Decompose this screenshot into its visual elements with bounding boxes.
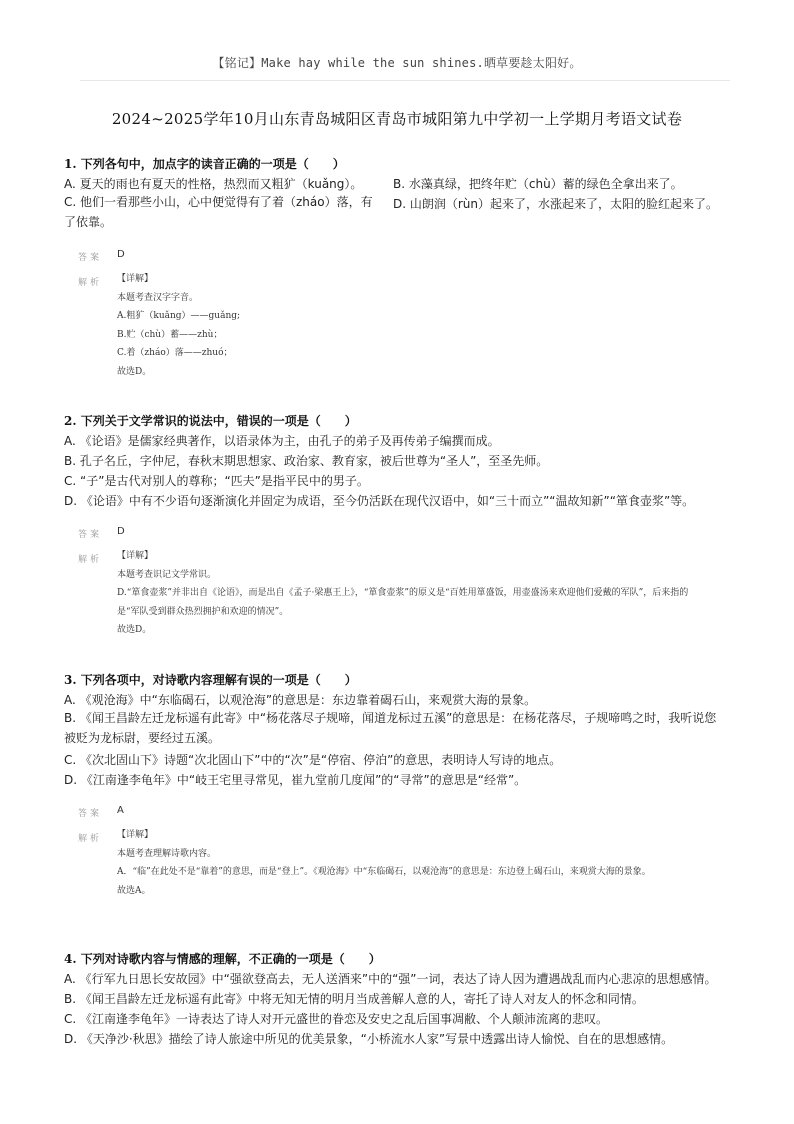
explanation-line: C.着（zháo）落——zhuó； [117,348,233,358]
question-2-option-c: C. “子”是古代对别人的尊称；“匹夫”是指平民中的男子。 [64,474,369,488]
question-3-stem: 3. 下列各项中，对诗歌内容理解有误的一项是（ ） [64,673,357,687]
question-3-option-c: C. 《次北固山下》诗题“次北固山下”中的“次”是“停宿、停泊”的意思，表明诗人写诗的地点。 [64,753,562,767]
explanation-line: 本题考查汉字字音。 [117,292,199,303]
motto-header: 【铭记】Make hay while the sun shines.晒草要趁太阳好。 [212,56,582,70]
explanation-line: B.贮（chù）蓄——zhù； [117,329,223,340]
question-2-stem: 2. 下列关于文学常识的说法中，错误的一项是（ ） [64,414,357,428]
question-1-explanation [117,270,240,381]
question-1-option-b: B. 水藻真绿，把终年贮（chù）蓄的绿色全拿出来了。 [393,177,683,191]
question-2-answer: D [117,526,125,537]
explanation-line: 【详解】 [117,830,154,840]
answer-label: 答案 [78,809,103,819]
question-3-option-d: D. 《江南逢李龟年》中“岐王宅里寻常见，崔九堂前几度闻”的“寻常”的意思是“经常”。 [64,773,527,787]
analysis-label: 解析 [78,834,103,844]
question-2-option-b: B. 孔子名丘，字仲尼，春秋末期思想家、政治家、教育家，被后世尊为“圣人”，至圣先师。 [64,454,549,468]
question-1-option-a: A. 夏天的雨也有夏天的性格，热烈而又粗犷（kuǎng）。 [64,177,363,191]
explanation-line: A．“临”在此处不是“靠着”的意思，而是“登上”。《观沧海》中“东临碣石，以观沧海”的意思是：东边登上碣石山，来观赏大海的景象。 [117,867,651,877]
explanation-line: 故选A。 [117,885,151,896]
question-4-option-c: C. 《江南逢李龟年》一诗表达了诗人对开元盛世的眷恋及安史之乱后国事凋敝、个人颠沛流离的悲叹。 [64,1012,609,1026]
explanation-line: 本题考查识记文学常识。 [117,569,217,580]
explanation-line: 本题考查理解诗歌内容。 [117,848,217,859]
question-4-option-d: D. 《天净沙·秋思》描绘了诗人旅途中所见的优美景象，“小桥流水人家”写景中透露出诗人愉悦、自在的思想感情。 [64,1032,674,1046]
question-1-stem: 1. 下列各句中，加点字的读音正确的一项是（ ） [64,157,345,171]
question-3-answer: A [117,805,124,816]
question-1-answer: D [117,249,125,260]
exam-title: 2024~2025学年10月山东青岛城阳区青岛市城阳第九中学初一上学期月考语文试卷 [111,110,683,128]
question-1-option-c: C. 他们一看那些小山，心中便觉得有了着（zháo）落，有了依靠。 [64,195,373,229]
explanation-line: D.“箪食壶浆”并非出自《论语》，而是出自《孟子·梁惠王上》，“箪食壶浆”的原义是“百姓用箪盛饭，用壶盛汤来欢迎他们爱戴的军队”，后来指的是“军队受到群众热烈拥护和欢迎的情况”。 [117,588,689,617]
question-4-stem: 4. 下列对诗歌内容与情感的理解，不正确的一项是（ ） [64,952,381,966]
question-3-option-a: A. 《观沧海》中“东临碣石，以观沧海”的意思是：东边靠着碣石山，来观赏大海的景象。 [64,693,537,707]
question-3-explanation [117,826,707,900]
explanation-line: A.粗犷（kuǎng）——guǎng; [117,311,241,321]
analysis-label: 解析 [78,278,103,288]
answer-label: 答案 [78,253,103,263]
question-2-explanation [117,547,707,640]
answer-label: 答案 [78,530,103,540]
explanation-line: 【详解】 [117,551,154,561]
analysis-label: 解析 [78,555,103,565]
explanation-line: 故选D。 [117,625,152,635]
question-4-option-a: A. 《行军九日思长安故园》中“强欲登高去，无人送酒来”中的“强”一词，表达了诗人因为遭遇战乱而内心悲凉的思想感情。 [64,972,717,986]
question-3-option-b: B. 《闻王昌龄左迁龙标遥有此寄》中“杨花落尽子规啼，闻道龙标过五溪”的意思是：在杨花落尽，子规啼鸣之时，我听说您被贬为龙标尉，要经过五溪。 [64,711,717,745]
explanation-line: 【详解】 [117,274,154,284]
header-divider [80,80,730,81]
question-1-option-d: D. 山朗润（rùn）起来了，水涨起来了，太阳的脸红起来了。 [393,197,719,211]
question-2-option-d: D. 《论语》中有不少语句逐渐演化并固定为成语，至今仍活跃在现代汉语中，如“三十而立”“温故知新”“箪食壶浆”等。 [64,494,695,508]
question-4-option-b: B. 《闻王昌龄左迁龙标遥有此寄》中将无知无情的明月当成善解人意的人，寄托了诗人对友人的怀念和同情。 [64,992,644,1006]
question-2-option-a: A. 《论语》是儒家经典著作，以语录体为主，由孔子的弟子及再传弟子编撰而成。 [64,434,500,448]
explanation-line: 故选D。 [117,366,152,377]
